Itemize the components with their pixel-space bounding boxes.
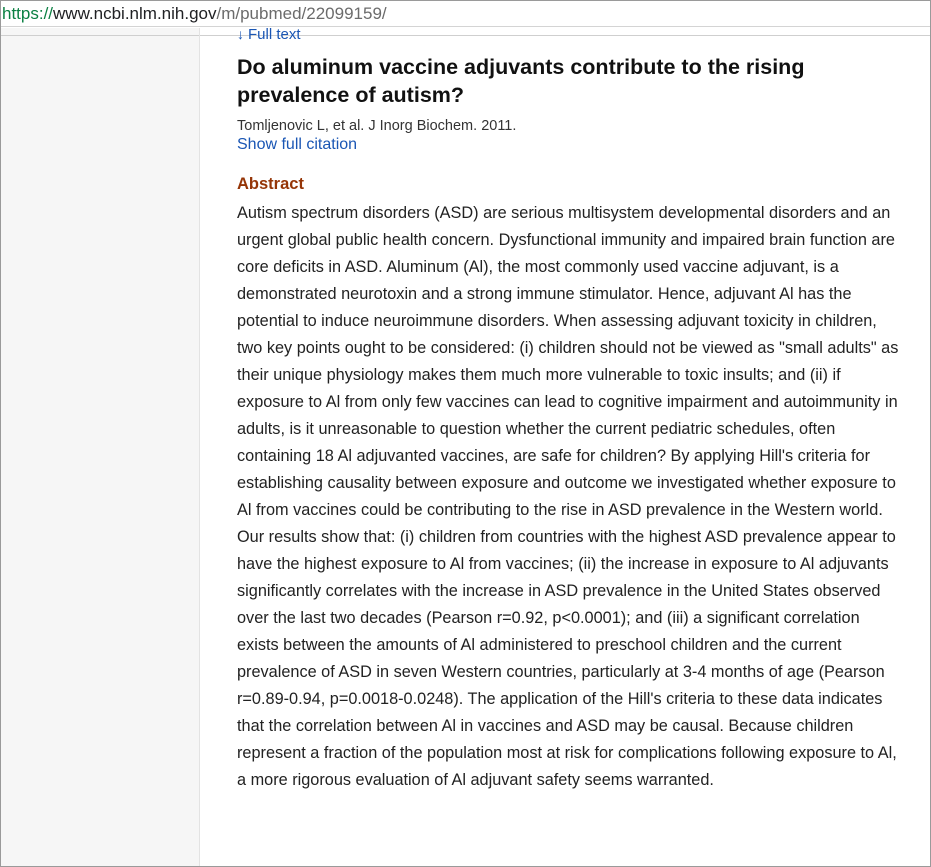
article-title: Do aluminum vaccine adjuvants contribute to the rising prevalence of autism? xyxy=(237,55,805,107)
address-bar[interactable] xyxy=(1,1,930,27)
article-citation: Tomljenovic L, et al. J Inorg Biochem. 2011. xyxy=(237,118,517,134)
abstract-text: Autism spectrum disorders (ASD) are serious multisystem developmental disorders and an urgent global public health concern. Dysfunctional immunity and impaired brain function are core deficits in ASD. Aluminum (Al), the most commonly used vaccine adjuvant, is a demonstrated neurotoxin and a strong immune stimulator. Hence, adjuvant Al has the potential to induce neuroimmune disorders. When assessing adjuvant toxicity in children, two key points ought to be considered: (i) children should not be viewed as "small adults" as their unique physiology makes them much more vulnerable to toxic insults; and (ii) if exposure to Al from only few vaccines can lead to cognitive impairment and autoimmunity in adults, is it unreasonable to question whether the current pediatric schedules, often containing 18 Al adjuvanted vaccines, are safe for children? By applying Hill's criteria for establishing causality between exposure and outcome we investigated whether exposure to Al from vaccines could be contributing to the rise in ASD prevalence in the Western world. Our results show that: (i) children from countries with the highest ASD prevalence appear to have the highest exposure to Al from vaccines; (ii) the increase in exposure to Al adjuvants significantly correlates with the increase in ASD prevalence in the United States observed over the last two decades (Pearson r=0.92, p<0.0001); and (iii) a significant correlation exists between the amounts of Al administered to preschool children and the current prevalence of ASD in seven Western countries, particularly at 3-4 months of age (Pearson r=0.89-0.94, p=0.0018-0.0248). The application of the Hill's criteria to these data indicates that the correlation between Al in vaccines and ASD may be causal. Because children represent a fraction of the population most at risk for complications following exposure to Al, a more rigorous evaluation of Al adjuvant safety seems warranted. xyxy=(237,204,899,789)
download-arrow-icon: ↓ xyxy=(237,28,244,42)
sidebar-divider xyxy=(1,35,199,36)
show-full-citation-link[interactable]: Show full citation xyxy=(237,136,358,153)
left-sidebar xyxy=(1,28,200,866)
url-scheme: https:// xyxy=(2,4,54,23)
full-text-link[interactable] xyxy=(237,28,301,43)
page-viewport xyxy=(1,28,930,866)
url-path: /m/pubmed/22099159/ xyxy=(216,4,387,23)
full-text-label: Full text xyxy=(248,28,301,43)
abstract-heading: Abstract xyxy=(237,175,304,193)
header-divider xyxy=(200,35,930,36)
url-host: www.ncbi.nlm.nih.gov xyxy=(53,4,217,23)
